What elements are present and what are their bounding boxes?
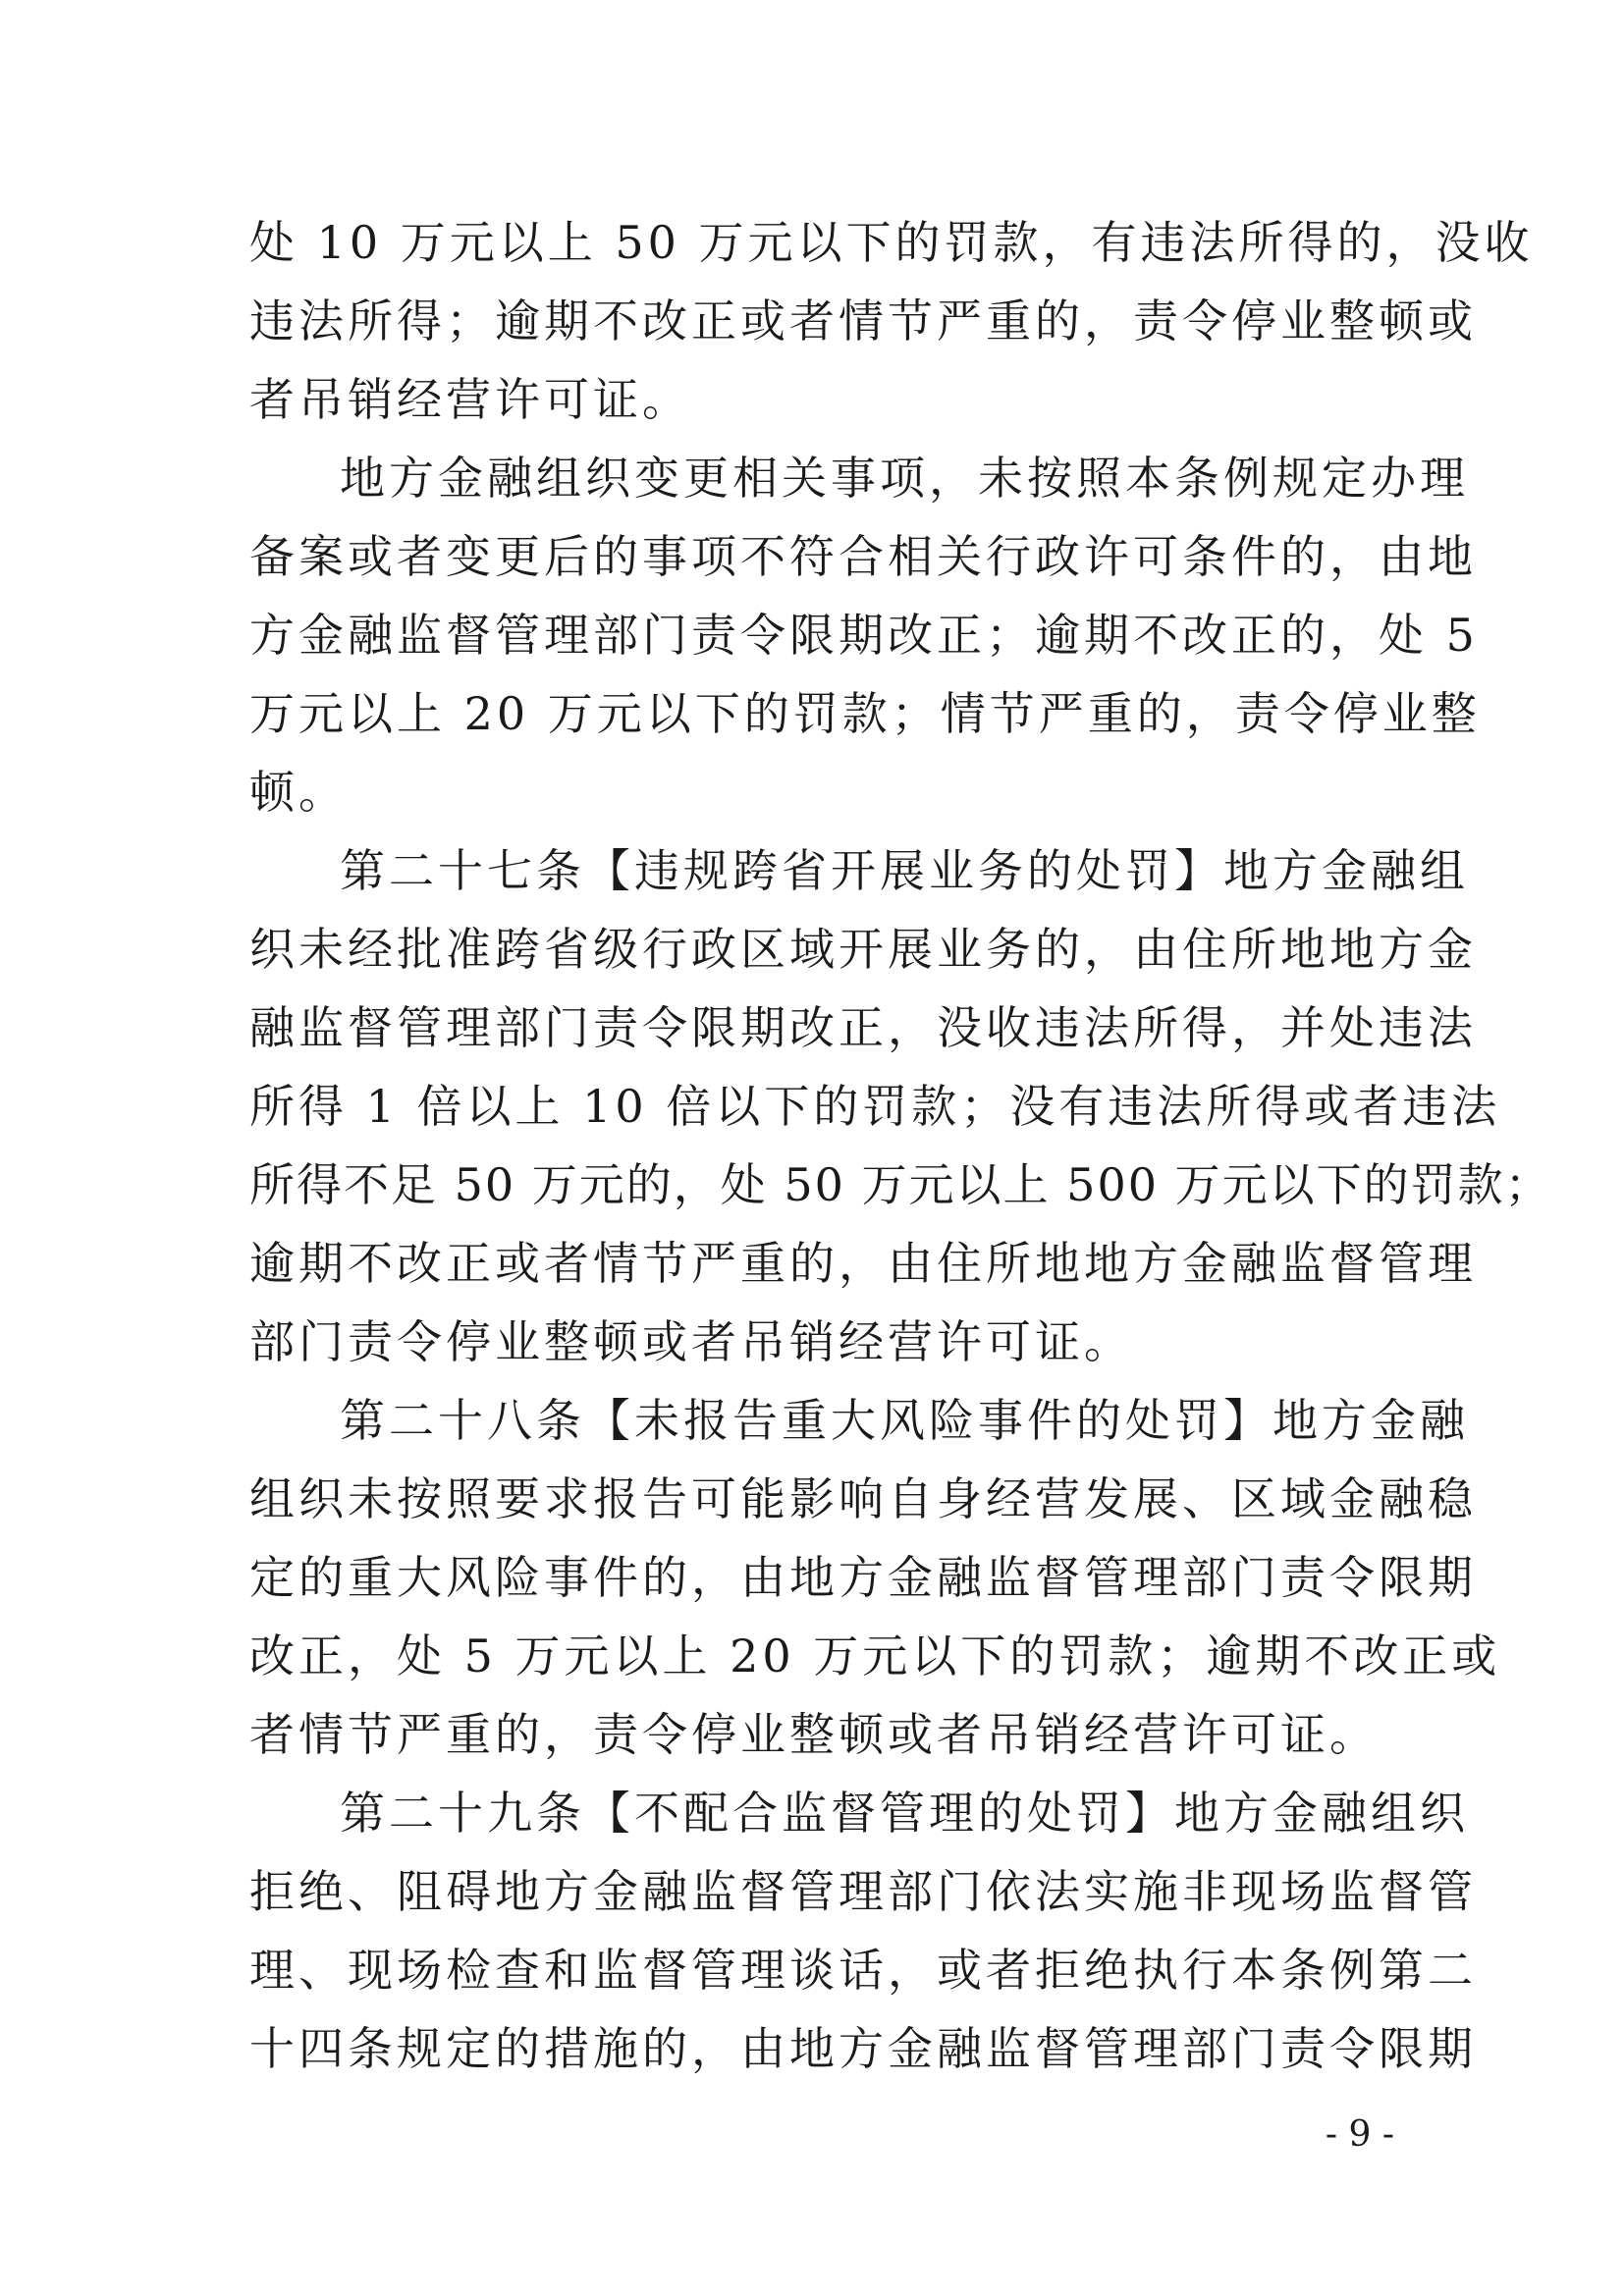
body-text-line: 定的重大风险事件的，由地方金融监督管理部门责令限期	[249, 1551, 1477, 1604]
article-28-heading-line: 第二十八条【未报告重大风险事件的处罚】地方金融	[340, 1394, 1469, 1447]
body-text-line: 所得不足 50 万元的，处 50 万元以上 500 万元以下的罚款；	[249, 1158, 1552, 1211]
body-text-line: 者情节严重的，责令停业整顿或者吊销经营许可证。	[249, 1708, 1379, 1761]
body-text-line: 融监督管理部门责令限期改正，没收违法所得，并处违法	[249, 1001, 1477, 1054]
body-text-line: 改正，处 5 万元以上 20 万元以下的罚款；逾期不改正或	[249, 1629, 1501, 1682]
paragraph-first-line: 地方金融组织变更相关事项，未按照本条例规定办理	[340, 452, 1469, 505]
body-text-line: 方金融监督管理部门责令限期改正；逾期不改正的，处 5	[249, 609, 1479, 662]
page-number: - 9 -	[1325, 2114, 1394, 2155]
body-text-line: 逾期不改正或者情节严重的，由住所地地方金融监督管理	[249, 1237, 1477, 1290]
body-text-line: 十四条规定的措施的，由地方金融监督管理部门责令限期	[249, 2022, 1477, 2075]
body-text-line: 所得 1 倍以上 10 倍以下的罚款；没有违法所得或者违法	[249, 1080, 1501, 1133]
body-text-line: 备案或者变更后的事项不符合相关行政许可条件的，由地	[249, 530, 1477, 583]
body-text-line: 织未经批准跨省级行政区域开展业务的，由住所地地方金	[249, 923, 1477, 976]
body-text-line: 拒绝、阻碍地方金融监督管理部门依法实施非现场监督管	[249, 1865, 1477, 1918]
body-text-line: 违法所得；逾期不改正或者情节严重的，责令停业整顿或	[249, 294, 1477, 347]
body-text-line: 部门责令停业整顿或者吊销经营许可证。	[249, 1315, 1133, 1368]
body-text-line: 组织未按照要求报告可能影响自身经营发展、区域金融稳	[249, 1472, 1477, 1525]
article-27-heading-line: 第二十七条【违规跨省开展业务的处罚】地方金融组	[340, 844, 1469, 897]
body-text-line: 顿。	[249, 766, 348, 819]
body-text-line: 者吊销经营许可证。	[249, 373, 691, 426]
body-text-line: 理、现场检查和监督管理谈话，或者拒绝执行本条例第二	[249, 1944, 1477, 1997]
article-29-heading-line: 第二十九条【不配合监督管理的处罚】地方金融组织	[340, 1787, 1469, 1840]
body-text-line: 万元以上 20 万元以下的罚款；情节严重的，责令停业整	[249, 687, 1481, 740]
body-text-line: 处 10 万元以上 50 万元以下的罚款，有违法所得的，没收	[249, 216, 1534, 269]
